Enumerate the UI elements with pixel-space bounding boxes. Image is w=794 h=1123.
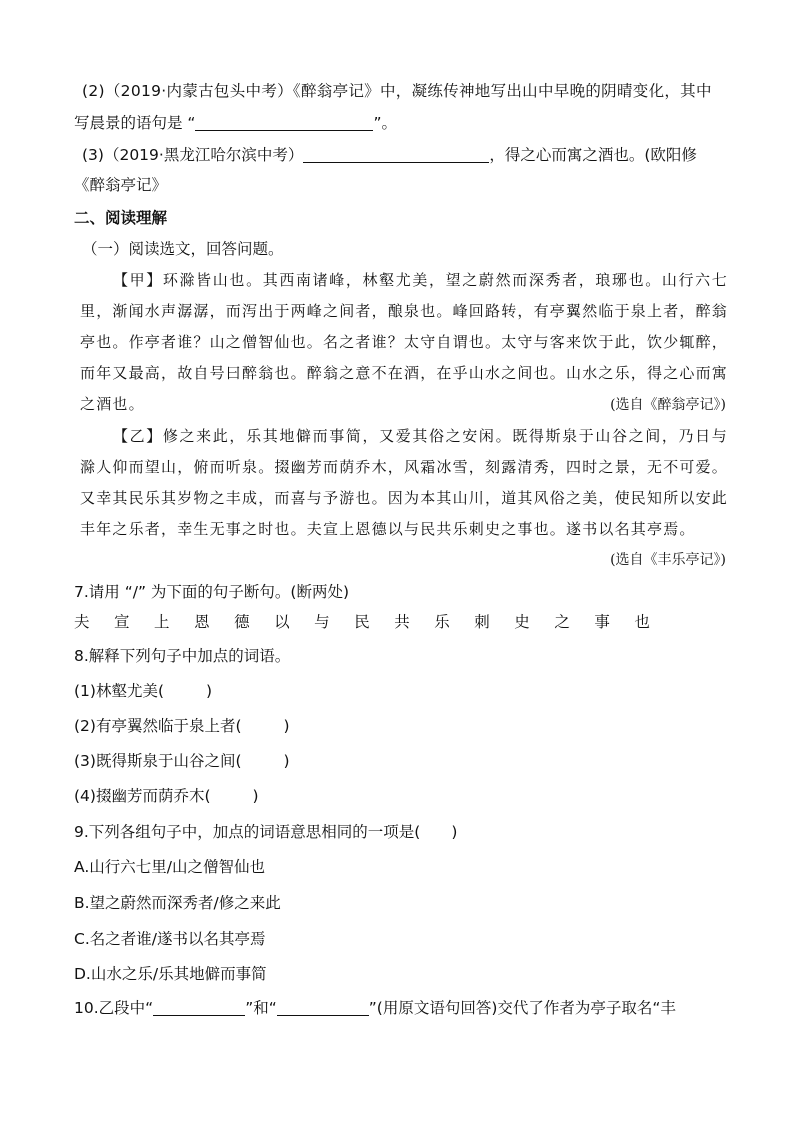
passage-yi: 【乙】修之来此，乐其地僻而事简，又爱其俗之安闲。既得斯泉于山谷之间，乃日与滁人仰而望山，俯而听泉。掇幽芳而荫乔木，风霜冰雪，刻露清秀，四时之景，无不可爱。又幸其民乐其岁物之丰成，而喜与予游也。因为本其山川，道其风俗之美，使民知所以安此丰年之乐者，幸生无事之时也。夫宣上恩德以与民共乐刺史之事也。遂书以名其亭焉。 (80, 427, 729, 538)
section-heading-reading: 二、阅读理解 (74, 209, 168, 227)
q10-prompt (74, 997, 676, 1019)
q3-line1-prefix: (3)（2019·黑龙江哈尔滨中考） (82, 146, 304, 164)
q10-middle: ”和“ (245, 999, 277, 1017)
q2-line2 (74, 112, 397, 134)
q8-item-2 (74, 715, 290, 737)
q10-suffix: ”(用原文语句回答)交代了作者为亭子取名“丰 (368, 999, 676, 1017)
q2-answer-blank[interactable] (195, 114, 373, 131)
q3-line2: 《醉翁亭记》 (74, 176, 168, 194)
subsection-heading: （一）阅读选文，回答问题。 (82, 240, 284, 258)
q8-item-1 (74, 680, 212, 702)
source-jia: (选自《醉翁亭记》) (610, 397, 726, 413)
q9-prompt: 9.下列各组句子中，加点的词语意思相同的一项是( ) (74, 823, 458, 841)
q8-prompt: 8.解释下列句子中加点的词语。 (74, 647, 291, 665)
q8-item-3 (74, 750, 290, 772)
q10-prefix: 10.乙段中“ (74, 999, 154, 1017)
q2-line1: (2)（2019·内蒙古包头中考）《醉翁亭记》中，凝练传神地写出山中早晚的阴晴变化，其中 (82, 82, 712, 100)
q8-item-2-text: (2)有亭翼然临于泉上者( (74, 717, 242, 735)
q2-line2-prefix: 写晨景的语句是 “ (74, 114, 196, 132)
q2-line2-suffix: ”。 (373, 114, 397, 132)
q8-item-1-close: ) (206, 682, 213, 700)
q8-item-4 (74, 785, 259, 807)
passage-jia: 【甲】环滁皆山也。其西南诸峰，林壑尤美，望之蔚然而深秀者，琅琊也。山行六七里，渐闻水声潺潺，而泻出于两峰之间者，酿泉也。峰回路转，有亭翼然临于泉上者，醉翁亭也。作亭者谁？山之僧智仙也。名之者谁？太守自谓也。太守与客来饮于此，饮少辄醉，而年又最高，故自号曰醉翁也。醉翁之意不在酒，在乎山水之间也。山水之乐，得之心而寓之酒也。 (80, 271, 729, 413)
q9-option-d[interactable]: D.山水之乐/乐其地僻而事简 (74, 965, 267, 983)
q10-blank-1[interactable] (153, 999, 245, 1016)
q9-option-b[interactable]: B.望之蔚然而深秀者/修之来此 (74, 894, 281, 912)
q3-answer-blank[interactable] (303, 146, 489, 163)
q7-sentence[interactable]: 夫 宣 上 恩 德 以 与 民 共 乐 刺 史 之 事 也 (74, 613, 660, 631)
q8-item-4-close: ) (252, 787, 259, 805)
q9-option-a[interactable]: A.山行六七里/山之僧智仙也 (74, 858, 265, 876)
q8-item-1-text: (1)林壑尤美( (74, 682, 165, 700)
q8-item-3-text: (3)既得斯泉于山谷之间( (74, 752, 242, 770)
q7-prompt: 7.请用 “/” 为下面的句子断句。(断两处) (74, 583, 350, 601)
q10-blank-2[interactable] (277, 999, 369, 1016)
source-yi: (选自《丰乐亭记》) (610, 552, 726, 568)
q8-item-3-close: ) (283, 752, 290, 770)
q3-line1 (82, 144, 697, 166)
q8-item-2-close: ) (283, 717, 290, 735)
q3-line1-suffix: ，得之心而寓之酒也。(欧阳修 (489, 146, 697, 164)
q9-option-c[interactable]: C.名之者谁/遂书以名其亭焉 (74, 930, 266, 948)
q8-item-4-text: (4)掇幽芳而荫乔木( (74, 787, 211, 805)
